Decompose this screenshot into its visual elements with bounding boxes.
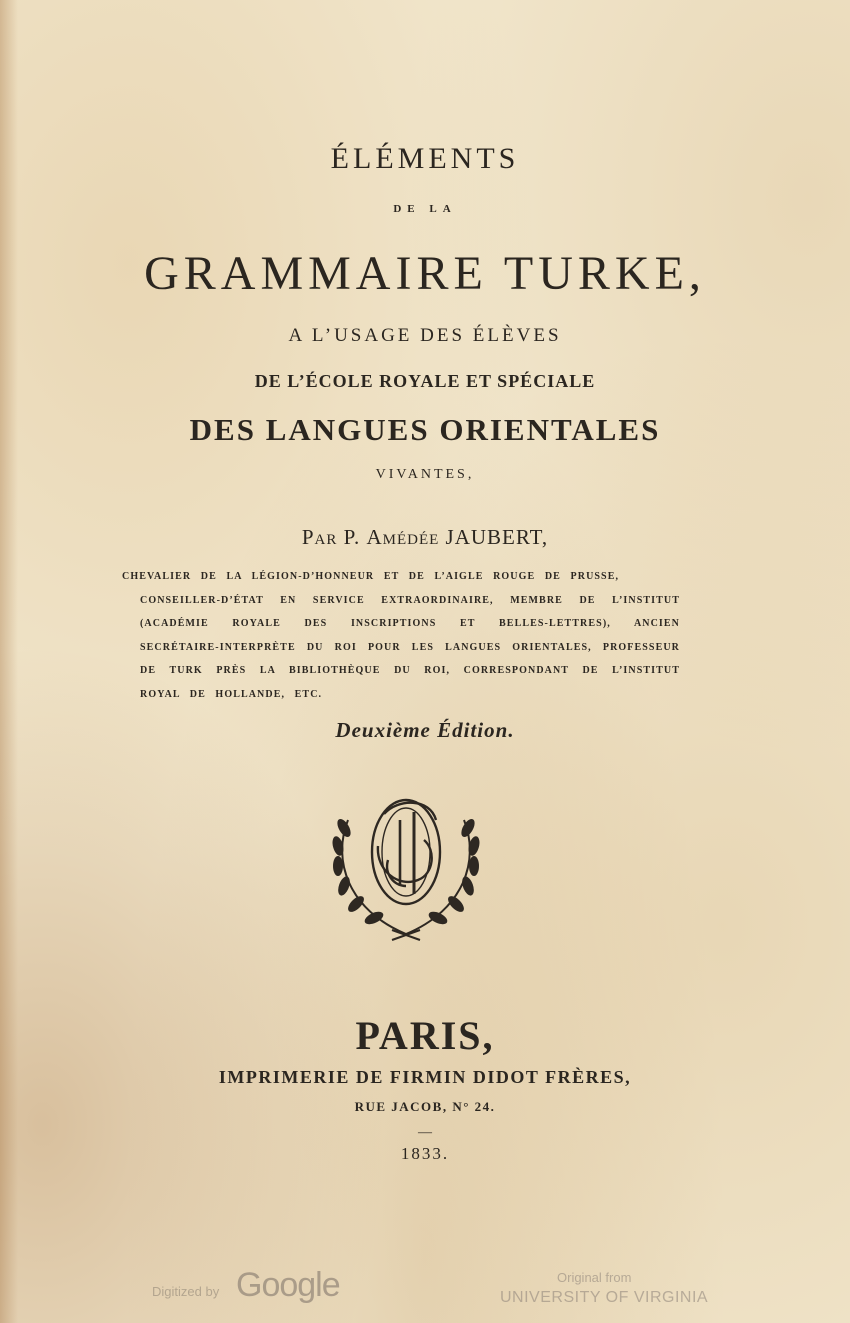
imprint-address: RUE JACOB, N° 24. <box>354 1099 496 1114</box>
imprint-divider: — <box>418 1125 432 1140</box>
author-line <box>0 525 850 550</box>
subtitle-vivantes: VIVANTES, <box>375 467 475 482</box>
subtitle-ecole: DE L’ÉCOLE ROYALE ET SPÉCIALE <box>254 371 596 391</box>
author-credentials <box>122 565 680 706</box>
title-de-la: DE LA <box>393 203 457 215</box>
original-from-label: Original from <box>557 1270 632 1285</box>
author-given-name: Amédée <box>366 525 440 549</box>
institution-watermark: UNIVERSITY OF VIRGINIA <box>500 1289 709 1306</box>
credentials-line-1: CHEVALIER DE LA LÉGION-D’HONNEUR ET DE L’AIGLE ROUGE DE PRUSSE, <box>122 571 620 582</box>
subtitle-langues: DES LANGUES ORIENTALES <box>189 412 661 447</box>
google-watermark-logo: Google <box>236 1266 340 1304</box>
main-title: GRAMMAIRE TURKE, <box>144 247 706 300</box>
digitized-by-label: Digitized by <box>152 1284 220 1299</box>
author-prefix: Par P. <box>301 525 361 549</box>
edition-label: Deuxième Édition. <box>335 718 515 742</box>
imprint-year: 1833. <box>400 1144 450 1163</box>
royal-monogram-emblem <box>318 790 494 948</box>
title-elements: ÉLÉMENTS <box>330 142 520 175</box>
imprint-printer: IMPRIMERIE DE FIRMIN DIDOT FRÈRES, <box>218 1067 632 1087</box>
credentials-rest: CONSEILLER-D’ÉTAT EN SERVICE EXTRAORDINAIRE, MEMBRE DE L’INSTITUT (ACADÉMIE ROYALE DES INSCRIPTIONS ET BELLES-LETTRES), ANCIEN SECRÉTAIRE-INTERPRÈTE DU ROI POUR LES LANGUES ORIENTALES, PROFESSEUR DE TURK PRÈS LA BIBLIOTHÈQUE DU ROI, CORRESPONDANT DE L’INSTITUT ROYAL DE HOLLANDE, ETC. <box>140 594 680 700</box>
subtitle-usage: A L’USAGE DES ÉLÈVES <box>288 325 562 346</box>
author-surname: JAUBERT, <box>445 525 549 549</box>
imprint-city: PARIS, <box>355 1013 495 1058</box>
